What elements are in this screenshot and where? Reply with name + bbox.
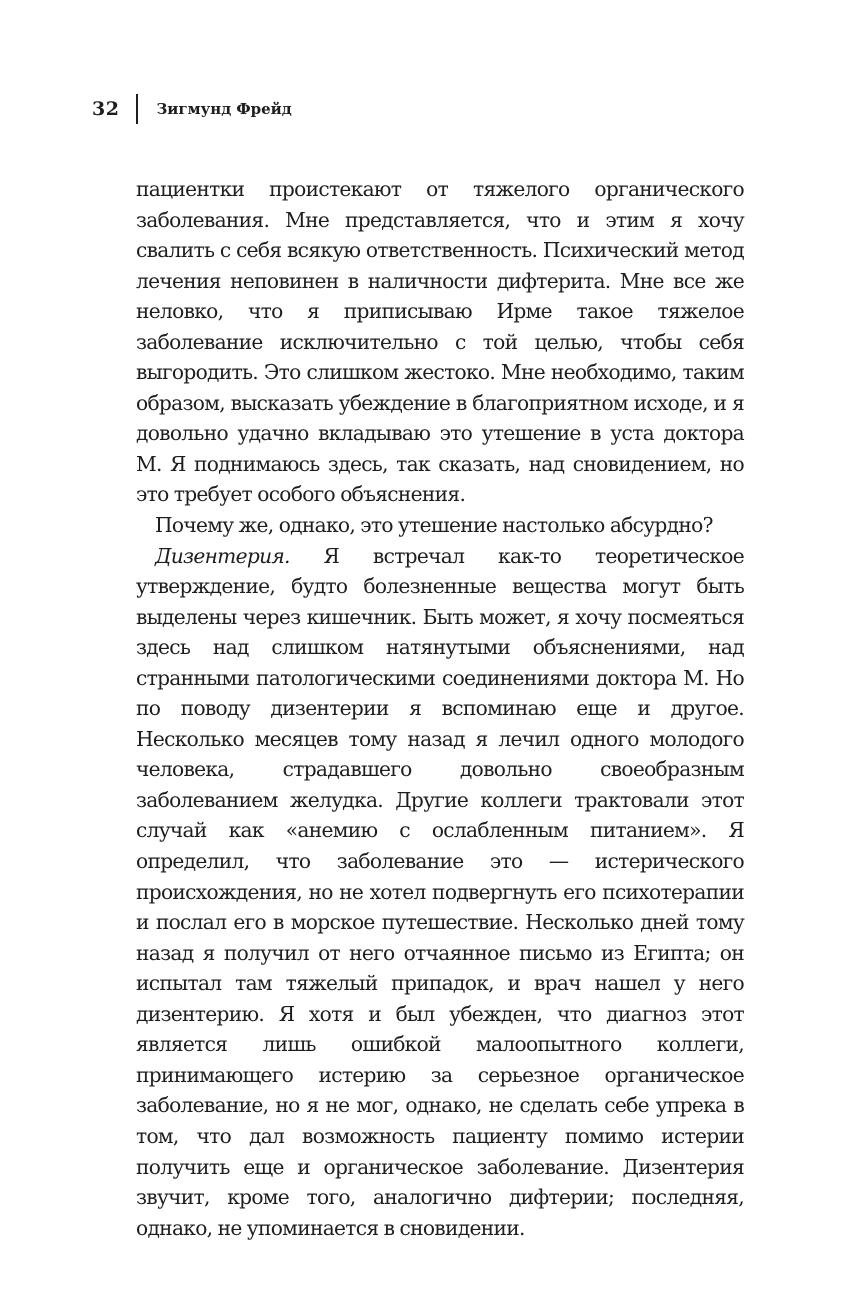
paragraph-continuation: пациентки проистекают от тяжелого органического заболевания. Мне представляется, что и этим я хочу свалить с себя всякую ответственность. Психический метод лечения неповинен в наличности дифтерита. Мне все же неловко, что я приписываю Ирме такое тяжелое заболевание исключительно с той целью, чтобы себя выгородить. Это слишком жестоко. Мне необходимо, таким образом, высказать убеждение в благоприятном исходе, и я довольно удачно вкладываю это утешение в уста доктора М. Я поднимаюсь здесь, так сказать, над сновидением, но это требует особого объяснения. [136, 177, 744, 507]
paragraph-lead-term: Дизентерия. [155, 543, 290, 568]
paragraph-body: Я встречал как-то теоретическое утверждение, будто болезненные вещества могут быть выделены через кишечник. Быть может, я хочу посмеяться здесь над слишком натянутыми объяснениями, над странными патологическими соединениями доктора М. Но по поводу дизентерии я вспоминаю еще и другое. Несколько месяцев тому назад я лечил одного молодого человека, страдавшего довольно своеобразным заболеванием желудка. Другие коллеги трактовали этот случай как «анемию с ослабленным питанием». Я определил, что заболевание это — истерического происхождения, но не хотел подвергнуть его психотерапии и послал его в морское путешествие. Несколько дней тому назад я получил от него отчаянное письмо из Египта; он испытал там тяжелый припадок, и врач нашел у него дизентерию. Я хотя и был убежден, что диагноз этот является лишь ошибкой малоопытного коллеги, принимающего истерию за серьезное органическое заболевание, но я не мог, однако, не сделать себе упрека в том, что дал возможность пациенту помимо истерии получить еще и органическое заболевание. Дизентерия звучит, кроме того, аналогично дифтерии; последняя, однако, не упоминается в сновидении. [136, 543, 744, 1240]
running-head [92, 94, 292, 124]
running-head-author: Зигмунд Фрейд [156, 100, 292, 118]
body-text [136, 174, 744, 1243]
paragraph-question: Почему же, однако, это утешение настолько абсурдно? [155, 513, 713, 538]
paragraph-dysentery [136, 541, 744, 1244]
header-divider [136, 94, 138, 124]
page-number: 32 [92, 98, 120, 120]
